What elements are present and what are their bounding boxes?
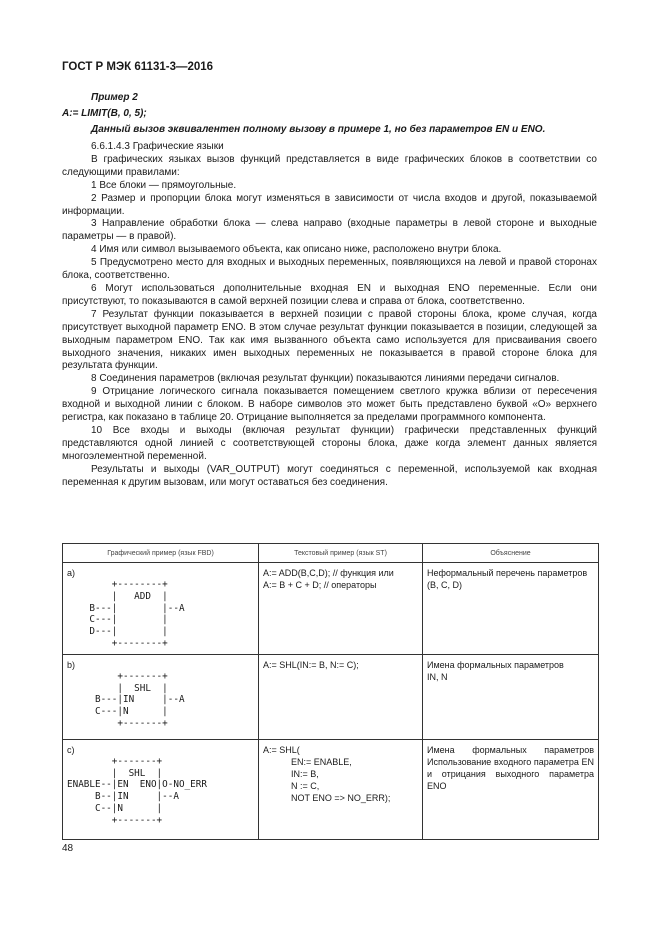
rule-7: 7 Результат функции показывается в верхней позиции с правой стороны блока, кроме случая, когда присутствует выходной параметр ENO. В этом случае результат функции показывается в позиции, следующей за выходным параметром ENO. Так как имя вызванного объекта само используется для присваивания своего выходного значения, никаких имен выходных переменных не показывается в правой стороне блока для результата функции. xyxy=(62,308,597,372)
fbd-examples-table xyxy=(62,543,599,840)
rule-3: 3 Направление обработки блока — слева направо (входные параметры в левой стороне и выходные параметры — в правой). xyxy=(62,218,597,243)
st-cell xyxy=(259,654,423,739)
st-line: A:= B + C + D; // операторы xyxy=(263,580,377,590)
column-header-st: Текстовый пример (язык ST) xyxy=(259,544,423,563)
page-number: 48 xyxy=(62,843,74,854)
example-title: Пример 2 xyxy=(91,92,138,103)
st-line: EN:= ENABLE, xyxy=(291,756,352,767)
st-cell xyxy=(259,739,423,839)
rule-6: 6 Могут использоваться дополнительные входная EN и выходная ENO переменные. Если они присутствуют, то показываются в самой верхней позиции слева и справа от блока, соответственно. xyxy=(62,282,597,307)
fbd-cell xyxy=(63,739,259,839)
rule-1: 1 Все блоки — прямоугольные. xyxy=(91,179,237,191)
rule-8: 8 Соединения параметров (включая результат функции) показываются линиями передачи сигналов. xyxy=(91,373,560,385)
column-header-fbd: Графический пример (язык FBD) xyxy=(63,544,259,563)
table-header-row xyxy=(63,544,599,563)
paragraph-outputs: Результаты и выходы (VAR_OUTPUT) могут соединяться с переменной, используемой как входная переменная к другим вызовам, или могут оставаться без соединения. xyxy=(62,463,597,488)
st-cell xyxy=(259,563,423,655)
example-code: A:= LIMIT(B, 0, 5); xyxy=(62,108,147,119)
section-heading: 6.6.1.4.3 Графические языки xyxy=(91,141,224,152)
row-label: c) xyxy=(67,744,75,755)
rule-5: 5 Предусмотрено место для входных и выходных переменных, появляющихся на левой и правой сторонах блока, соответственно. xyxy=(62,257,597,282)
fbd-cell xyxy=(63,563,259,655)
st-line: A:= SHL( xyxy=(263,744,300,755)
st-line: N := C, xyxy=(291,780,320,791)
explanation-cell xyxy=(423,563,599,655)
st-line: A:= ADD(B,C,D); // функция или xyxy=(263,568,394,578)
fbd-diagram-shl: +-------+ | SHL | B---|IN |--A C---|N | +-------+ xyxy=(94,670,185,729)
paragraph: В графических языках вызов функций представляется в виде графических блоков в соответствии со следующими правилами: xyxy=(62,153,597,178)
fbd-cell xyxy=(63,654,259,739)
column-header-explanation: Объяснение xyxy=(423,544,599,563)
explanation-cell xyxy=(423,739,599,839)
table-row xyxy=(63,654,599,739)
explanation-text: Неформальный перечень параметров xyxy=(427,568,588,578)
fbd-diagram-add: +--------+ | ADD | B---| |--A C---| | D---| | +--------+ xyxy=(89,579,185,649)
explanation-cell xyxy=(423,654,599,739)
rule-10: 10 Все входы и выходы (включая результат функции) графически представленных функций представляются одной линией с соответствующей стороны блока, даже когда элемент данных является многоэлементной переменной. xyxy=(62,424,597,462)
document-header: ГОСТ Р МЭК 61131-3—2016 xyxy=(62,61,214,73)
explanation-text: IN, N xyxy=(427,671,448,682)
explanation-text: Имена формальных параметров Использование входного параметра EN и отрицания выходного параметра ENO xyxy=(427,744,594,791)
row-label: b) xyxy=(67,659,76,670)
rule-4: 4 Имя или символ вызываемого объекта, как описано ниже, расположено внутри блока. xyxy=(91,244,502,256)
st-line: IN:= B, xyxy=(291,768,319,779)
fbd-diagram-shl-en: +-------+ | SHL | ENABLE--|EN ENO|O-NO_ERR B--|IN |--A C--|N | +-------+ xyxy=(67,755,207,826)
rule-2: 2 Размер и пропорции блока могут изменяться в зависимости от числа входов и другой, показываемой информации. xyxy=(62,192,597,217)
body-text xyxy=(62,141,597,489)
table-row xyxy=(63,739,599,839)
rule-9: 9 Отрицание логического сигнала показывается помещением светлого кружка вблизи от пересечения входной и выходной линии с блоком. В наборе символов это может быть представлено буквой «O» верхнего регистра, как показано в таблице 20. Отрицание выполняется за пределами программного компонента. xyxy=(62,386,597,424)
st-line: A:= SHL(IN:= B, N:= C); xyxy=(263,659,359,670)
row-label: a) xyxy=(67,568,76,578)
st-line: NOT ENO => NO_ERR); xyxy=(291,792,391,803)
example-note: Данный вызов эквивалентен полному вызову в примере 1, но без параметров EN и ENO. xyxy=(91,124,546,135)
explanation-text: (B, C, D) xyxy=(427,580,462,590)
table-row xyxy=(63,563,599,655)
explanation-text: Имена формальных параметров xyxy=(427,659,564,670)
